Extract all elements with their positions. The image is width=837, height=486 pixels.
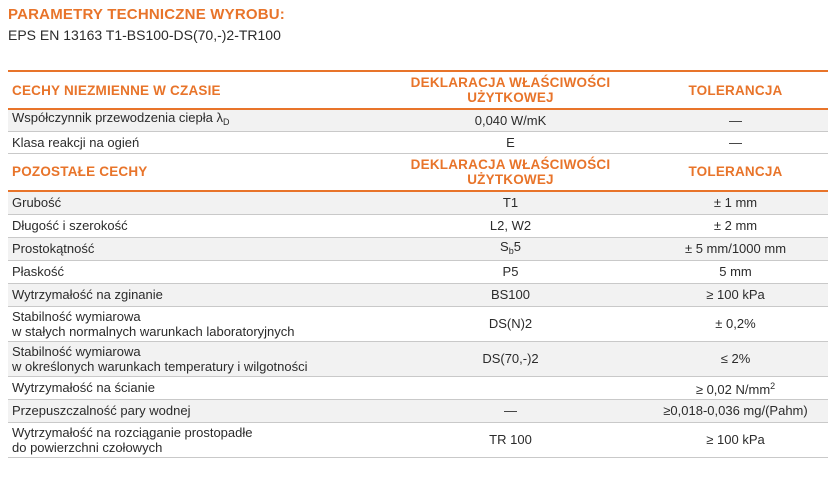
tolerance-value: ≥ 100 kPa (706, 432, 765, 447)
feature-name: Grubość (12, 195, 62, 211)
declared-value: T1 (502, 195, 519, 211)
tolerance-value: ≥ 100 kPa (706, 287, 765, 302)
column-header-tolerance: TOLERANCJA (688, 82, 783, 98)
declared-value (378, 376, 643, 399)
column-header-declaration: DEKLARACJA WŁAŚCIWOŚCI UŻYTKOWEJ (410, 75, 611, 105)
tolerance-value: ± 2 mm (713, 218, 758, 233)
tolerance-value: ± 1 mm (713, 195, 758, 211)
declared-value: $S_b5$ (500, 238, 521, 256)
declared-value: TR 100 (489, 432, 532, 447)
product-code: EPS EN 13163 T1-BS100-DS(70,-)2-TR100 (8, 27, 281, 43)
tolerance-value: ± 5 mm/1000 mm (684, 241, 787, 256)
feature-name: Stabilność wymiarowa w określonych warunkach temperatury i wilgotności (12, 343, 308, 374)
declared-value: DS(N)2 (488, 316, 533, 331)
declared-value: DS(70,-)2 (482, 351, 539, 366)
declared-value: L2, W2 (489, 218, 532, 233)
table-row (8, 260, 828, 283)
declared-value: BS100 (490, 287, 531, 302)
table-row (8, 306, 828, 341)
tolerance-value: ≤ 2% (720, 351, 751, 366)
section-header-constant (8, 71, 828, 109)
table-row (8, 422, 828, 457)
column-header-feature: POZOSTAŁE CECHY (12, 164, 148, 180)
tolerance-value: ≥ 0,02 $N/mm^2$ (695, 380, 776, 397)
tolerance-value: ≥0,018-0,036 mg/(Pahm) (663, 403, 808, 418)
feature-name: Stabilność wymiarowa w stałych normalnych warunkach laboratoryjnych (12, 308, 295, 339)
tolerance-value: — (729, 112, 742, 128)
table-row (8, 341, 828, 376)
column-header-tolerance: TOLERANCJA (688, 164, 783, 180)
table-row (8, 237, 828, 260)
feature-name: Długość i szerokość (12, 218, 128, 233)
declared-value: P5 (502, 264, 519, 279)
declared-value: — (504, 403, 517, 418)
feature-name: Współczynnik przewodzenia ciepła $\lambda_D$ (12, 110, 230, 128)
table-row (8, 376, 828, 399)
column-header-declaration: DEKLARACJA WŁAŚCIWOŚCI UŻYTKOWEJ (410, 156, 611, 187)
table-row (8, 191, 828, 214)
tolerance-value: ± 0,2% (715, 316, 756, 331)
feature-name: Wytrzymałość na rozciąganie prostopadłe do powierzchni czołowych (12, 424, 253, 455)
feature-name: Płaskość (12, 264, 65, 279)
feature-name: Prostokątność (12, 241, 95, 256)
page-title: PARAMETRY TECHNICZNE WYROBU: (8, 6, 285, 23)
tolerance-value: 5 mm (719, 264, 752, 279)
spec-table (8, 70, 828, 458)
declared-value: E (506, 134, 515, 150)
feature-name: Wytrzymałość na zginanie (12, 287, 163, 302)
feature-name: Przepuszczalność pary wodnej (12, 403, 191, 418)
feature-name: Wytrzymałość na ścianie (12, 380, 155, 395)
table-row (8, 109, 828, 131)
table-row (8, 214, 828, 237)
section-header-other (8, 153, 828, 191)
declared-value: 0,040 W/mK (474, 112, 547, 128)
column-header-feature: CECHY NIEZMIENNE W CZASIE (12, 82, 221, 98)
tolerance-value: — (729, 134, 742, 150)
feature-name: Klasa reakcji na ogień (12, 134, 140, 150)
table-row (8, 131, 828, 153)
table-row (8, 283, 828, 306)
table-row (8, 399, 828, 422)
